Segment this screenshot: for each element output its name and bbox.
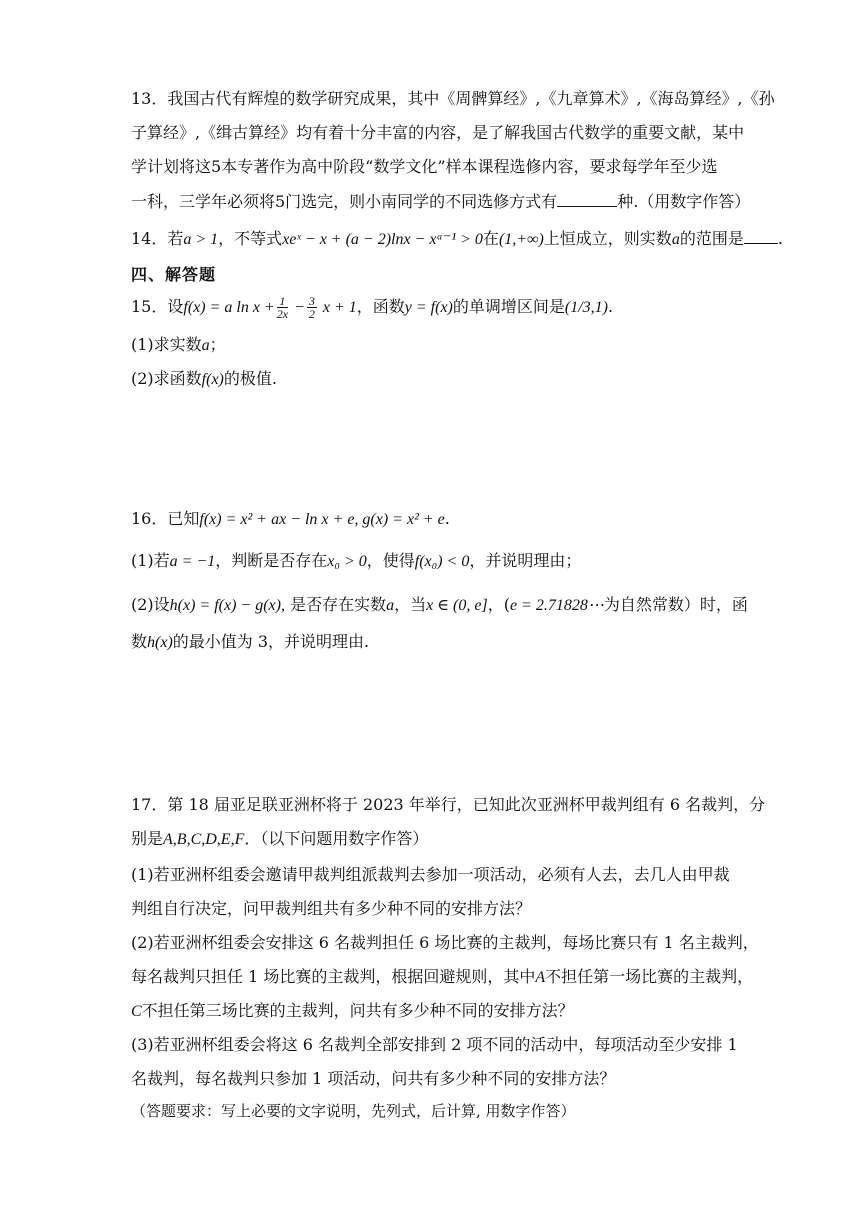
fraction: $\frac{3}{2}$: [308, 294, 315, 321]
q15-interval: (1/3,1): [564, 299, 608, 316]
q17-part3-line1: (3)若亚洲杯组委会将这 6 名裁判全部安排到 2 项不同的活动中，每项活动至少安排 1: [131, 1035, 738, 1054]
q14-text: 在: [482, 229, 499, 248]
q14-text: 上恒成立，则实数: [543, 229, 672, 248]
section-title: 四、解答题: [131, 265, 217, 284]
fraction: $\frac{1}{2x}$: [276, 294, 289, 321]
q14-var: a: [671, 231, 680, 248]
q15-func: x + 1: [318, 299, 357, 316]
q15-line: [131, 292, 771, 323]
q13-line4: [131, 190, 771, 213]
q15-part2: (2)求函数f(x)的极值.: [131, 369, 277, 388]
q16-line: 16．已知f(x) = x² + ax − ln x + e, g(x) = x² + e.: [131, 509, 450, 528]
q17-part1-line2: 判组自行决定，问甲裁判组共有多少种不同的安排方法？: [131, 899, 532, 918]
q17-line2: 别是A,B,C,D,E,F．（以下问题用数字作答）: [131, 829, 429, 848]
answer-blank: [744, 227, 778, 244]
q15-text: 的单调增区间是: [452, 297, 565, 316]
q17-part2-line3: C不担任第三场比赛的主裁判，问共有多少种不同的安排方法？: [131, 1001, 574, 1020]
q13-line4-tail: 种.（用数字作答）: [617, 192, 751, 211]
q14-text: 的范围是: [679, 229, 744, 248]
q14-text: .: [777, 229, 783, 248]
answer-blank: [557, 190, 617, 207]
q17-part2-line1: (2)若亚洲杯组委会安排这 6 名裁判担任 6 场比赛的主裁判，每场比赛只有 1 名主裁判，: [131, 933, 759, 952]
q13-line3: 学计划将这5本专著作为高中阶段“数学文化”样本课程选修内容，要求每学年至少选: [131, 157, 718, 176]
q14-line: [131, 227, 783, 251]
q14-text: 14．若: [131, 229, 184, 248]
q15-func: −: [290, 299, 305, 316]
q15-y: y = f(x): [404, 299, 453, 316]
q14-text: ，不等式: [218, 229, 283, 248]
q15-text: .: [608, 297, 614, 316]
q16-part2-line2: 数h(x)的最小值为 3，并说明理由.: [131, 632, 370, 651]
q16-expression: f(x) = x² + ax − ln x + e, g(x) = x² + e: [199, 511, 445, 528]
q17-line1: 17．第 18 届亚足联亚洲杯将于 2023 年举行，已知此次亚洲杯甲裁判组有 6 名裁判，分: [131, 795, 766, 814]
q13-line1: 13．我国古代有辉煌的数学研究成果，其中《周髀算经》,《九章算术》,《海岛算经》,《孙: [131, 89, 775, 108]
q17-part3-line2: 名裁判，每名裁判只参加 1 项活动，问共有多少种不同的安排方法？: [131, 1069, 616, 1088]
q13-line4-text: 一科，三学年必须将5门选完，则小南同学的不同选修方式有: [131, 192, 558, 211]
q16-part1: (1)若a = −1，判断是否存在x₀ > 0，使得f(x₀) < 0，并说明理由；: [131, 551, 582, 570]
q15-text: ，函数: [356, 297, 405, 316]
q17-part2-line2: 每名裁判只担任 1 场比赛的主裁判，根据回避规则，其中A不担任第一场比赛的主裁判，: [131, 967, 754, 986]
q16-part2-line1: (2)设h(x) = f(x) − g(x), 是否存在实数a，当x ∈ (0, e]，(e = 2.71828⋯为自然常数）时，函: [131, 595, 748, 614]
q14-condition: a > 1: [183, 231, 219, 248]
q14-interval: (1,+∞): [498, 231, 544, 248]
q14-inequality: xeˣ − x + (a − 2)lnx − xᵃ⁻¹ > 0: [282, 231, 483, 248]
q17-part1-line1: (1)若亚洲杯组委会邀请甲裁判组派裁判去参加一项活动，必须有人去，去几人由甲裁: [131, 865, 730, 884]
q13-line2: 子算经》,《缉古算经》均有着十分丰富的内容，是了解我国古代数学的重要文献，某中: [131, 123, 745, 142]
q17-note: （答题要求：写上必要的文字说明，先列式，后计算, 用数字作答）: [131, 1102, 576, 1120]
q15-part1: (1)求实数a；: [131, 335, 226, 354]
q15-func: f(x) = a ln x +: [183, 299, 275, 316]
q15-text: 15．设: [131, 297, 184, 316]
q17-referee-list: A,B,C,D,E,F: [163, 831, 245, 848]
